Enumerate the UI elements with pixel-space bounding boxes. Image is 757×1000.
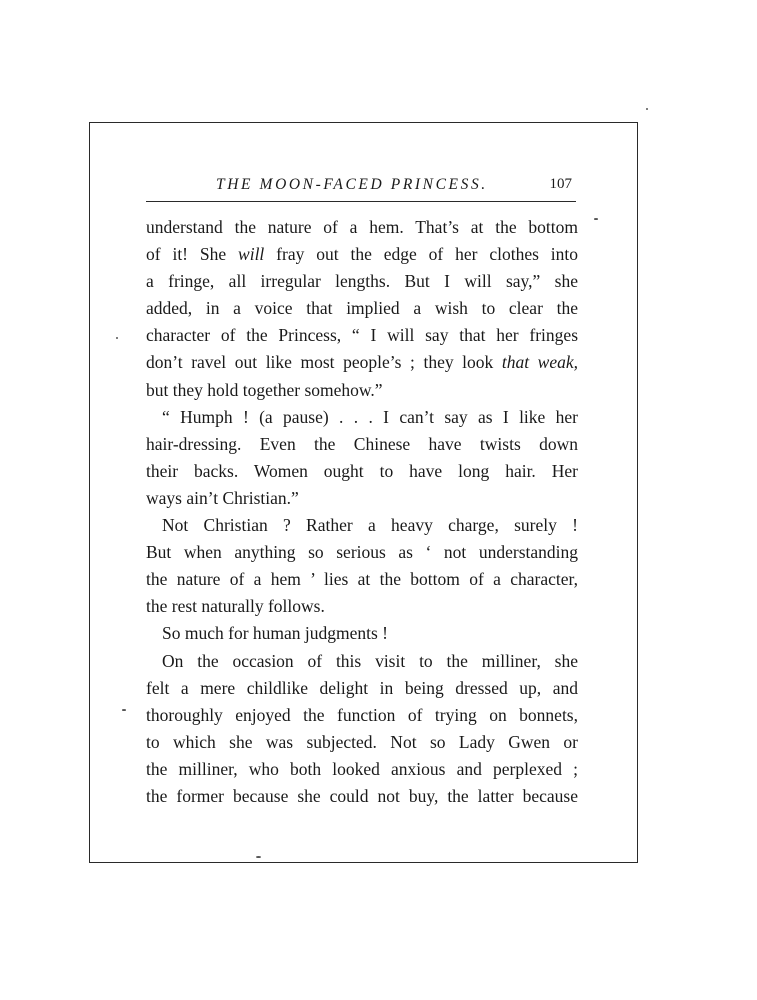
text-line: Not Christian ? Rather a heavy charge, surely ! bbox=[162, 515, 578, 536]
text-line: the former because she could not buy, the latter because bbox=[146, 785, 578, 806]
text-line: character of the Princess, “ I will say that her fringes bbox=[146, 325, 578, 346]
body-text bbox=[146, 214, 578, 810]
text-line: felt a mere childlike delight in being dressed up, and bbox=[146, 677, 578, 698]
scan-speck bbox=[594, 218, 598, 220]
text-line: On the occasion of this visit to the milliner, she bbox=[162, 650, 578, 671]
text-line: added, in a voice that implied a wish to clear the bbox=[146, 298, 578, 319]
text-line: So much for human judgments ! bbox=[162, 623, 389, 644]
text-line: the rest naturally follows. bbox=[146, 596, 325, 617]
text-line: their backs. Women ought to have long hair. Her bbox=[146, 460, 578, 481]
text-line: the milliner, who both looked anxious and perplexed ; bbox=[146, 758, 578, 779]
scan-speck bbox=[256, 856, 261, 858]
scan-speck bbox=[116, 337, 118, 339]
scan-speck bbox=[122, 709, 126, 711]
running-title: THE MOON-FACED PRINCESS. bbox=[216, 176, 488, 193]
text-line: But when anything so serious as ‘ not understanding bbox=[146, 542, 578, 563]
page-number: 107 bbox=[549, 176, 572, 192]
text-line: don’t ravel out like most people’s ; they look that weak, bbox=[146, 352, 578, 373]
text-line: understand the nature of a hem. That’s at the bottom bbox=[146, 217, 578, 237]
text-line: hair-dressing. Even the Chinese have twists down bbox=[146, 433, 578, 454]
header-rule bbox=[146, 201, 576, 202]
text-line: of it! She will fray out the edge of her clothes into bbox=[146, 244, 578, 265]
text-line: a fringe, all irregular lengths. But I will say,” she bbox=[146, 271, 578, 292]
text-line: but they hold together somehow.” bbox=[146, 379, 383, 400]
scan-speck bbox=[646, 108, 648, 110]
text-line: ways ain’t Christian.” bbox=[146, 487, 299, 508]
text-line: to which she was subjected. Not so Lady Gwen or bbox=[146, 731, 578, 752]
text-line: thoroughly enjoyed the function of trying on bonnets, bbox=[146, 704, 578, 725]
text-line: the nature of a hem ’ lies at the bottom of a character, bbox=[146, 569, 578, 590]
running-head bbox=[146, 176, 576, 196]
text-line: “ Humph ! (a pause) . . . I can’t say as I like her bbox=[162, 406, 578, 427]
